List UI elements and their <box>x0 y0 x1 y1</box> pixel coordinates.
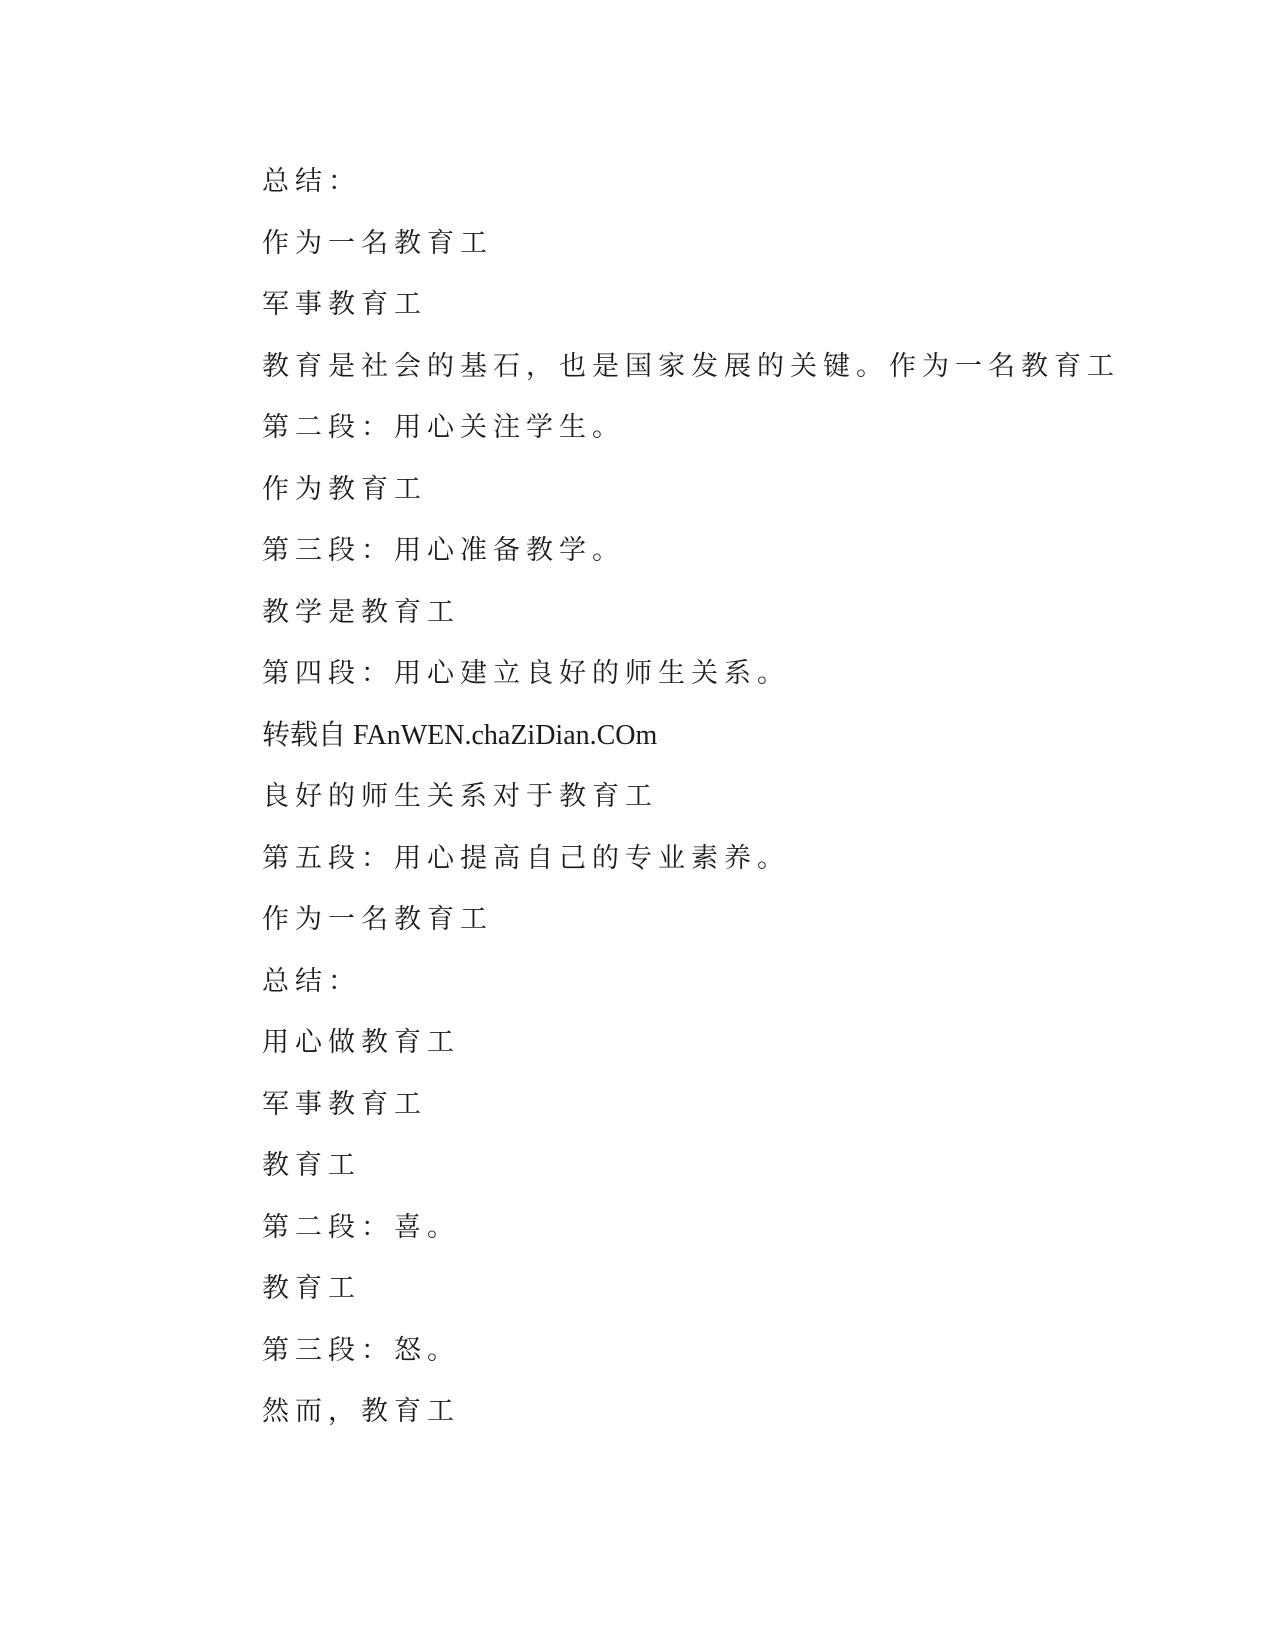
source-attribution: 转载自 FAnWEN.chaZiDian.COm <box>262 719 658 751</box>
section-heading-2: 第二段：用心关注学生。 <box>262 412 625 443</box>
text-line: 军事教育工 <box>262 1088 427 1120</box>
text-line: 然而，教育工 <box>262 1396 460 1427</box>
text-line: 作为教育工 <box>262 473 427 505</box>
text-line: 作为一名教育工 <box>262 904 493 935</box>
section-heading-3: 第三段：用心准备教学。 <box>262 535 625 566</box>
section-heading-4: 第四段：用心建立良好的师生关系。 <box>262 658 790 689</box>
text-line: 教学是教育工 <box>262 596 460 628</box>
section-heading-5: 第五段：用心提高自己的专业素养。 <box>262 842 790 874</box>
text-line: 教育是社会的基石，也是国家发展的关键。作为一名教育工 <box>262 350 1120 382</box>
section-heading-joy: 第二段：喜。 <box>262 1211 460 1243</box>
text-line: 军事教育工 <box>262 289 427 320</box>
text-line: 良好的师生关系对于教育工 <box>262 781 658 812</box>
section-heading-anger: 第三段：怒。 <box>262 1334 460 1366</box>
text-line: 教育工 <box>262 1273 361 1304</box>
text-line: 教育工 <box>262 1150 361 1181</box>
summary-heading-2: 总结： <box>262 965 361 997</box>
document-body <box>262 166 1162 1458</box>
text-line: 用心做教育工 <box>262 1027 460 1058</box>
text-line: 作为一名教育工 <box>262 227 493 259</box>
summary-heading-1: 总结： <box>262 166 361 197</box>
